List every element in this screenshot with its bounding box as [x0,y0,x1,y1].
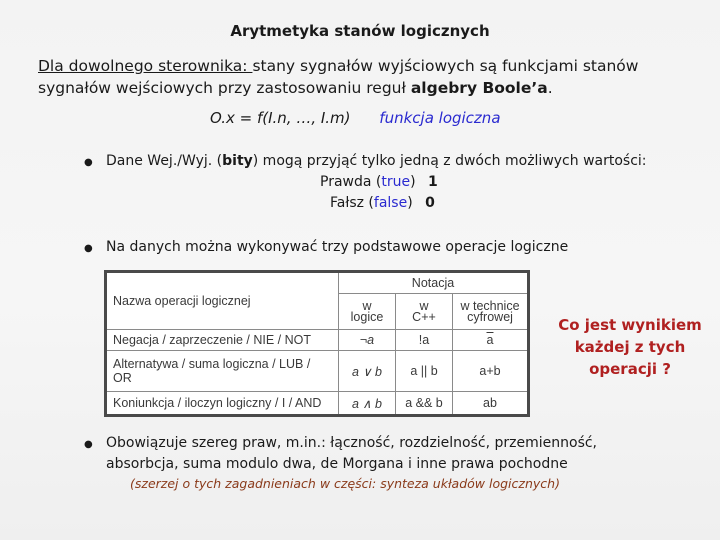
subheader-logic: w logice [339,294,396,330]
subnote: (szerzej o tych zagadnieniach w części: synteza układów logicznych) [130,476,560,491]
row-logic: ¬a [339,330,396,351]
row-logic: a ∨ b [339,351,396,392]
table-row [106,351,529,392]
true-post: ) [410,174,416,190]
intro-line1: stany sygnałów wyjściowych są funkcjami stanów [252,57,639,75]
bullet-data-values [86,151,706,214]
bullet-dot: ● [84,439,93,450]
row-logic: a ∧ b [339,392,396,416]
bullet1-post: ) mogą przyjąć tylko jedną z dwóch możliwych wartości: [252,153,647,169]
bullet-laws [86,433,646,475]
false-post: ) [407,195,413,211]
row-digital: a+b [453,351,529,392]
true-word: true [381,174,411,190]
intro-underlined: Dla dowolnego sterownika: [38,57,253,75]
notation-table [104,270,530,417]
formula [210,109,501,127]
formula-label: funkcja logiczna [379,109,501,127]
bullet1-pre: Dane Wej./Wyj. ( [106,153,223,169]
true-line [86,172,706,193]
subheader-cpp: w C++ [396,294,453,330]
table-row [106,330,529,351]
true-value: 1 [428,174,438,190]
bullet-dot: ● [84,243,93,254]
row-name: Negacja / zaprzeczenie / NIE / NOT [106,330,339,351]
row-digital: $\overline{a}$ [453,330,529,351]
row-cpp: a && b [396,392,453,416]
bullet3-text: Obowiązuje szereg praw, m.in.: łączność, rozdzielność, przemienność, absorbcja, suma modulo dwa, de Morgana i inne prawa pochodne [106,435,598,472]
intro-period: . [547,79,553,97]
true-pre: Prawda ( [320,174,382,190]
row-cpp: a || b [396,351,453,392]
header-notation: Notacja [339,272,529,294]
bullet2-text: Na danych można wykonywać trzy podstawowe operacje logiczne [106,239,569,255]
bullet-dot: ● [84,157,93,168]
row-name: Koniunkcja / iloczyn logiczny / I / AND [106,392,339,416]
question-callout: Co jest wynikiem każdej z tych operacji ? [558,316,702,378]
slide-title: Arytmetyka stanów logicznych [230,22,490,40]
false-pre: Fałsz ( [330,195,374,211]
subheader-digital: w technice cyfrowej [453,294,529,330]
intro-paragraph [38,55,688,99]
row-cpp: !a [396,330,453,351]
formula-expression: O.x = f(I.n, …, I.m) [210,109,351,127]
header-operation-name: Nazwa operacji logicznej [106,272,339,330]
table-row [106,392,529,416]
false-line [86,193,706,214]
false-value: 0 [425,195,435,211]
bullet-operations [86,237,706,258]
bullet1-bold: bity [222,153,253,169]
intro-bold: algebry Boole’a [410,79,548,97]
row-name: Alternatywa / suma logiczna / LUB / OR [106,351,339,392]
intro-line2: sygnałów wejściowych przy zastosowaniu reguł [38,79,411,97]
false-word: false [373,195,408,211]
row-digital: ab [453,392,529,416]
